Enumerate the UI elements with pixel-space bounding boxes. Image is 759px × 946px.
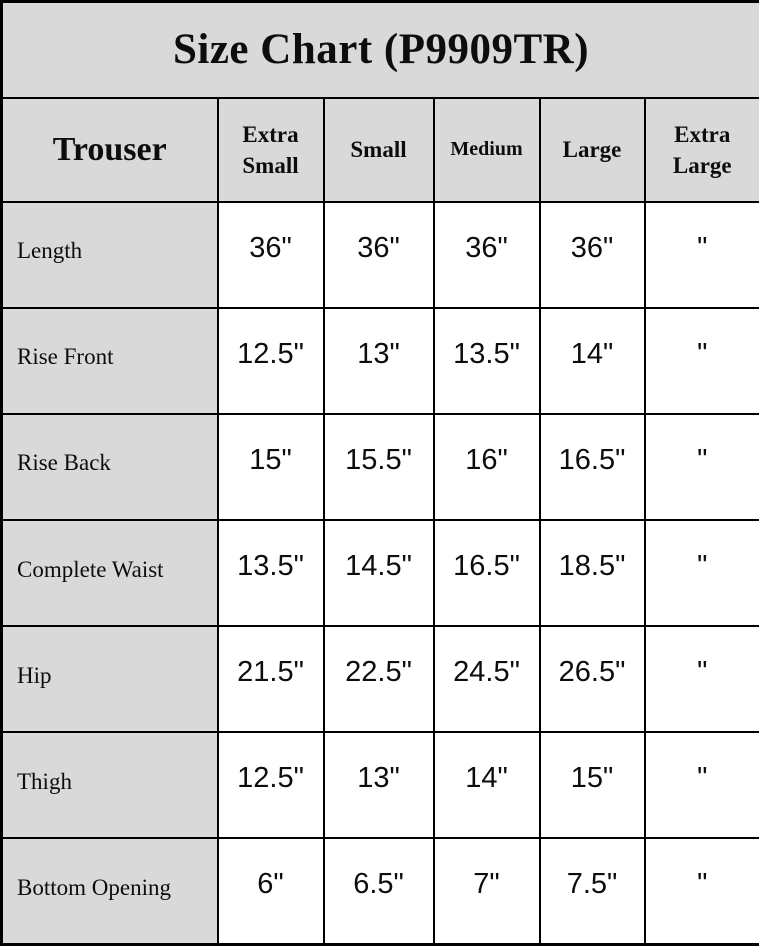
cell-complete-waist-medium: 16.5" (434, 520, 540, 626)
cell-complete-waist-large: 18.5" (540, 520, 645, 626)
cell-hip-extra-small: 21.5" (218, 626, 324, 732)
title-row (2, 2, 759, 98)
cell-rise-front-small: 13" (324, 308, 434, 414)
cell-thigh-extra-small: 12.5" (218, 732, 324, 838)
cell-bottom-opening-medium: 7" (434, 838, 540, 944)
column-header-extra-large: Extra Large (645, 98, 759, 202)
corner-header-trouser: Trouser (2, 98, 218, 202)
header-row (2, 98, 759, 202)
row-label-rise-back: Rise Back (2, 414, 218, 520)
cell-length-small: 36" (324, 202, 434, 308)
row-label-complete-waist: Complete Waist (2, 520, 218, 626)
row-label-bottom-opening: Bottom Opening (2, 838, 218, 944)
cell-hip-large: 26.5" (540, 626, 645, 732)
table-row-bottom-opening (2, 838, 759, 944)
cell-bottom-opening-small: 6.5" (324, 838, 434, 944)
cell-thigh-small: 13" (324, 732, 434, 838)
row-label-rise-front: Rise Front (2, 308, 218, 414)
cell-rise-front-extra-large: " (645, 308, 759, 414)
table-row-length (2, 202, 759, 308)
cell-thigh-extra-large: " (645, 732, 759, 838)
table-row-complete-waist (2, 520, 759, 626)
cell-rise-back-small: 15.5" (324, 414, 434, 520)
column-header-large: Large (540, 98, 645, 202)
table-row-thigh (2, 732, 759, 838)
cell-length-extra-large: " (645, 202, 759, 308)
cell-thigh-medium: 14" (434, 732, 540, 838)
cell-rise-back-large: 16.5" (540, 414, 645, 520)
cell-complete-waist-extra-small: 13.5" (218, 520, 324, 626)
cell-thigh-large: 15" (540, 732, 645, 838)
cell-bottom-opening-large: 7.5" (540, 838, 645, 944)
table-row-rise-back (2, 414, 759, 520)
cell-length-medium: 36" (434, 202, 540, 308)
cell-bottom-opening-extra-small: 6" (218, 838, 324, 944)
row-label-hip: Hip (2, 626, 218, 732)
cell-rise-back-extra-small: 15" (218, 414, 324, 520)
table-row-hip (2, 626, 759, 732)
row-label-thigh: Thigh (2, 732, 218, 838)
cell-rise-front-large: 14" (540, 308, 645, 414)
cell-length-extra-small: 36" (218, 202, 324, 308)
cell-rise-back-extra-large: " (645, 414, 759, 520)
cell-rise-back-medium: 16" (434, 414, 540, 520)
cell-hip-small: 22.5" (324, 626, 434, 732)
column-header-small: Small (324, 98, 434, 202)
cell-complete-waist-small: 14.5" (324, 520, 434, 626)
row-label-length: Length (2, 202, 218, 308)
cell-hip-extra-large: " (645, 626, 759, 732)
table-row-rise-front (2, 308, 759, 414)
cell-rise-front-extra-small: 12.5" (218, 308, 324, 414)
cell-bottom-opening-extra-large: " (645, 838, 759, 944)
column-header-medium: Medium (434, 98, 540, 202)
cell-hip-medium: 24.5" (434, 626, 540, 732)
cell-rise-front-medium: 13.5" (434, 308, 540, 414)
chart-title: Size Chart (P9909TR) (2, 2, 759, 98)
cell-complete-waist-extra-large: " (645, 520, 759, 626)
column-header-extra-small: Extra Small (218, 98, 324, 202)
cell-length-large: 36" (540, 202, 645, 308)
